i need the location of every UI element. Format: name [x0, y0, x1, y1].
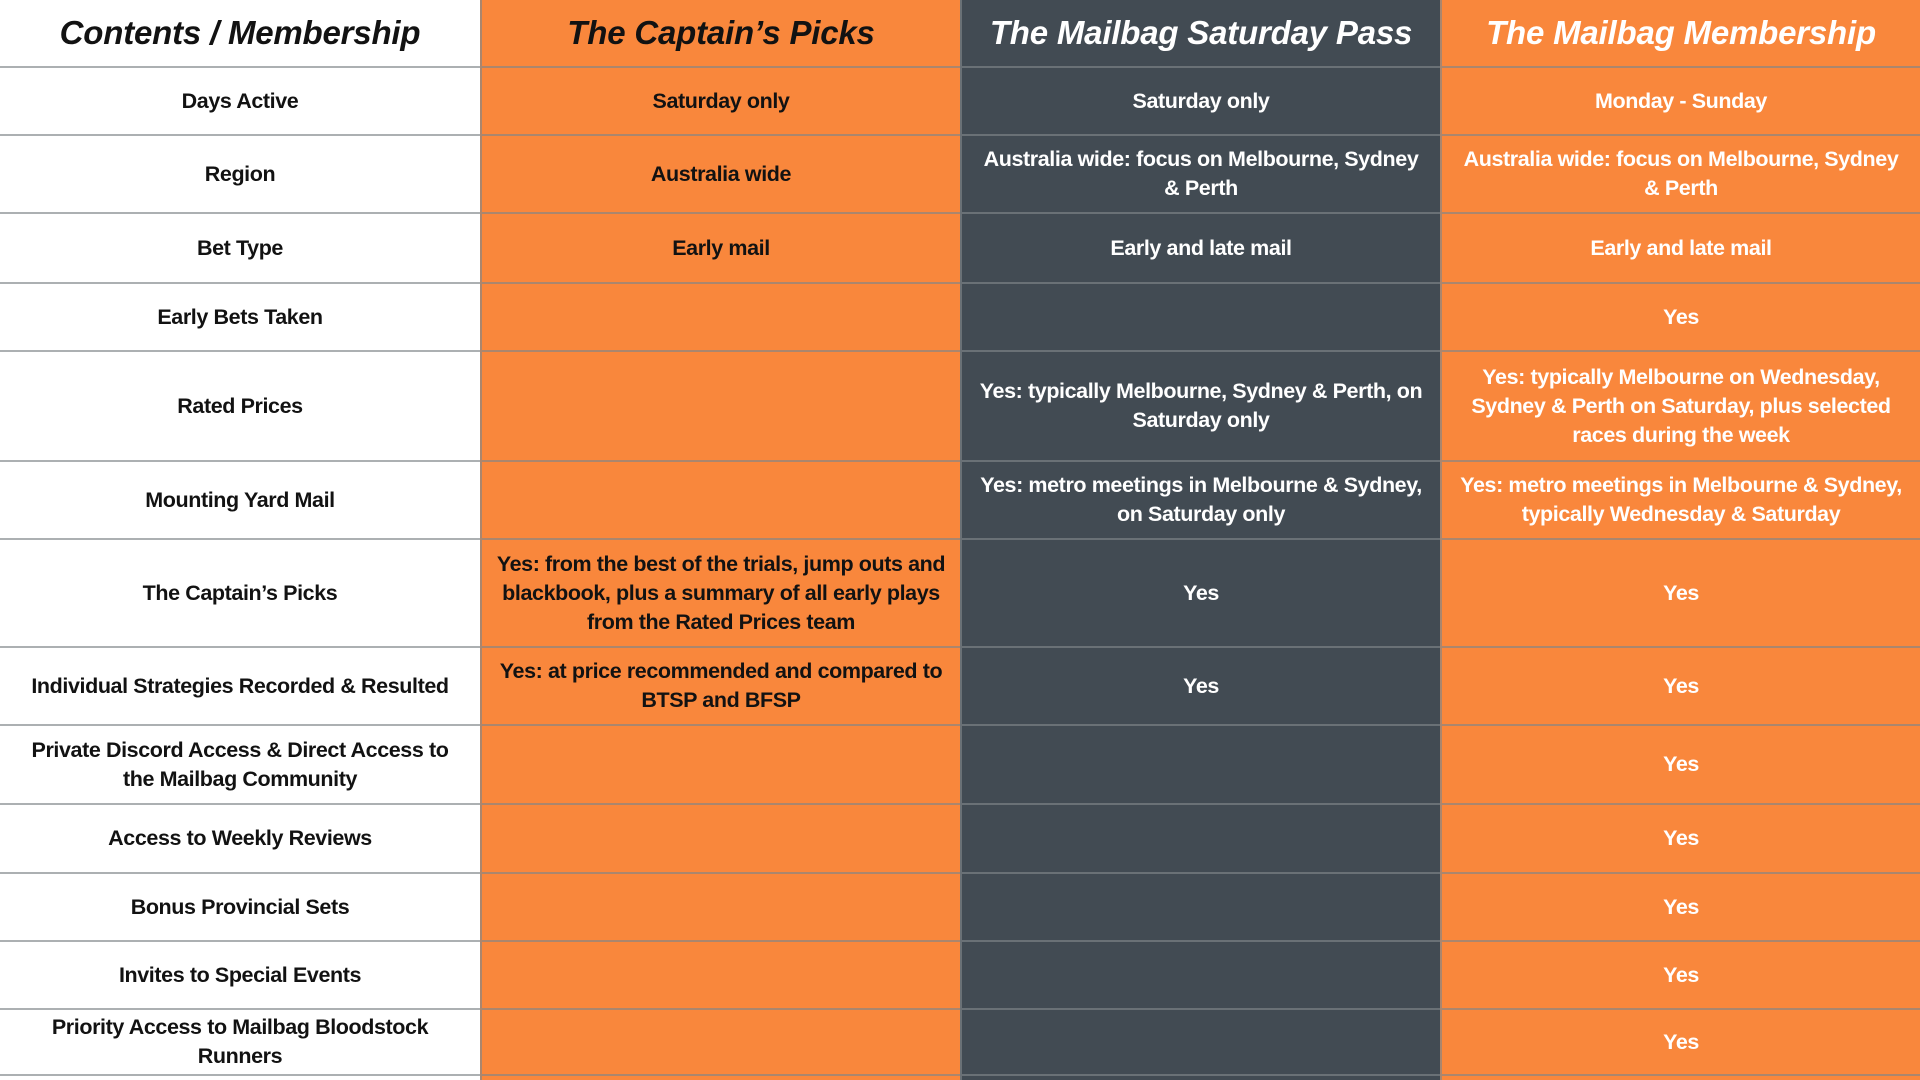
cell-captains-picks: Australia wide [480, 136, 960, 214]
row-label: Region [0, 136, 480, 214]
table-row [0, 284, 1920, 352]
cell-membership: Yes [1440, 942, 1920, 1010]
cell-saturday-pass: Saturday only [960, 68, 1440, 136]
cell-captains-picks [480, 805, 960, 874]
cell-saturday-pass: Early and late mail [960, 214, 1440, 284]
row-label: Invites to Special Events [0, 942, 480, 1010]
table-body [0, 68, 1920, 1076]
cell-captains-picks [480, 874, 960, 942]
cell-membership: Yes [1440, 540, 1920, 648]
cell-captains-picks [480, 1010, 960, 1076]
column-header-mailbag-saturday-pass: The Mailbag Saturday Pass [960, 0, 1440, 68]
cell-membership: Yes: metro meetings in Melbourne & Sydney, typically Wednesday & Saturday [1440, 462, 1920, 540]
row-label: Mounting Yard Mail [0, 462, 480, 540]
row-label: Days Active [0, 68, 480, 136]
table-row [0, 214, 1920, 284]
row-label: Bet Type [0, 214, 480, 284]
cell-membership: Yes [1440, 726, 1920, 805]
cell-saturday-pass [960, 874, 1440, 942]
clipped-cell [1440, 1076, 1920, 1080]
cell-saturday-pass [960, 805, 1440, 874]
row-label: Private Discord Access & Direct Access to the Mailbag Community [0, 726, 480, 805]
table-row [0, 726, 1920, 805]
cell-membership: Yes [1440, 874, 1920, 942]
cell-saturday-pass [960, 726, 1440, 805]
cell-saturday-pass: Yes: typically Melbourne, Sydney & Perth, on Saturday only [960, 352, 1440, 462]
cell-saturday-pass [960, 1010, 1440, 1076]
table-row [0, 648, 1920, 726]
cell-captains-picks: Early mail [480, 214, 960, 284]
cell-saturday-pass: Yes [960, 540, 1440, 648]
table-row [0, 68, 1920, 136]
column-header-contents-membership: Contents / Membership [0, 0, 480, 68]
clipped-cell [960, 1076, 1440, 1080]
clipped-bottom-row [0, 1076, 1920, 1080]
row-label: Bonus Provincial Sets [0, 874, 480, 942]
cell-captains-picks [480, 726, 960, 805]
cell-membership: Australia wide: focus on Melbourne, Sydney & Perth [1440, 136, 1920, 214]
cell-captains-picks [480, 942, 960, 1010]
cell-saturday-pass [960, 942, 1440, 1010]
table-row [0, 942, 1920, 1010]
row-label: Rated Prices [0, 352, 480, 462]
cell-membership: Yes: typically Melbourne on Wednesday, Sydney & Perth on Saturday, plus selected races during the week [1440, 352, 1920, 462]
table-row [0, 805, 1920, 874]
cell-membership: Yes [1440, 284, 1920, 352]
column-header-captains-picks: The Captain’s Picks [480, 0, 960, 68]
table-row [0, 1010, 1920, 1076]
cell-membership: Early and late mail [1440, 214, 1920, 284]
clipped-cell [0, 1076, 480, 1080]
cell-membership: Yes [1440, 805, 1920, 874]
cell-captains-picks: Yes: from the best of the trials, jump outs and blackbook, plus a summary of all early plays from the Rated Prices team [480, 540, 960, 648]
cell-saturday-pass [960, 284, 1440, 352]
row-label: The Captain’s Picks [0, 540, 480, 648]
row-label: Access to Weekly Reviews [0, 805, 480, 874]
table-row [0, 874, 1920, 942]
cell-saturday-pass: Yes: metro meetings in Melbourne & Sydney, on Saturday only [960, 462, 1440, 540]
cell-membership: Yes [1440, 1010, 1920, 1076]
cell-membership: Monday - Sunday [1440, 68, 1920, 136]
cell-captains-picks: Yes: at price recommended and compared to BTSP and BFSP [480, 648, 960, 726]
cell-captains-picks [480, 462, 960, 540]
cell-captains-picks [480, 352, 960, 462]
header-row [0, 0, 1920, 68]
cell-captains-picks [480, 284, 960, 352]
table-row [0, 540, 1920, 648]
table-row [0, 136, 1920, 214]
table-row [0, 352, 1920, 462]
cell-captains-picks: Saturday only [480, 68, 960, 136]
row-label: Individual Strategies Recorded & Resulted [0, 648, 480, 726]
row-label: Early Bets Taken [0, 284, 480, 352]
cell-membership: Yes [1440, 648, 1920, 726]
cell-saturday-pass: Australia wide: focus on Melbourne, Sydney & Perth [960, 136, 1440, 214]
column-header-mailbag-membership: The Mailbag Membership [1440, 0, 1920, 68]
clipped-cell [480, 1076, 960, 1080]
table-row [0, 462, 1920, 540]
cell-saturday-pass: Yes [960, 648, 1440, 726]
row-label: Priority Access to Mailbag Bloodstock Runners [0, 1010, 480, 1076]
